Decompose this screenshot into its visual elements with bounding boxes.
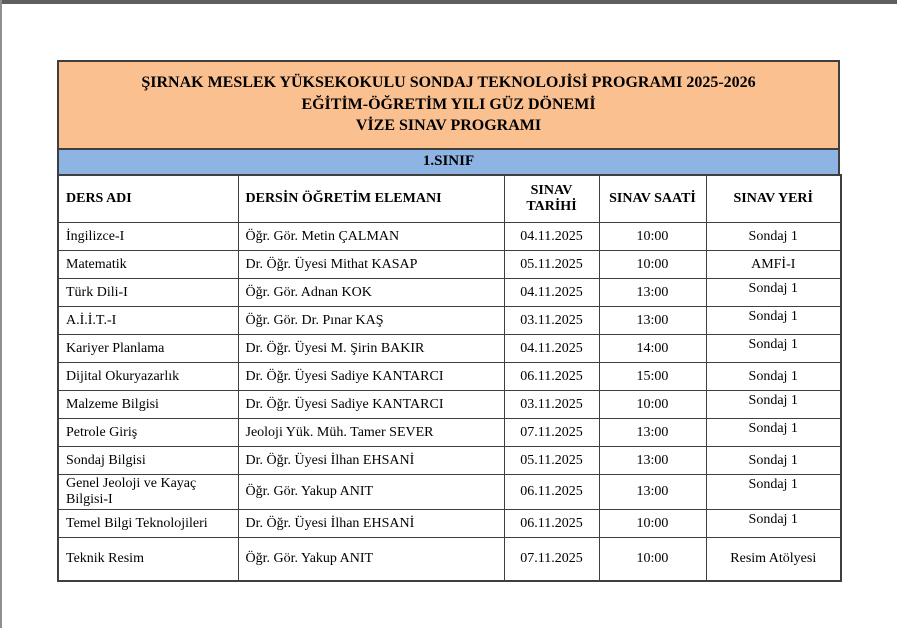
window-top-border <box>0 0 897 4</box>
table-row <box>58 510 841 538</box>
table-row <box>58 391 841 419</box>
cell-instructor: Dr. Öğr. Üyesi Sadiye KANTARCI <box>238 363 504 391</box>
cell-exam-place: Sondaj 1 <box>706 279 841 307</box>
cell-exam-time: 13:00 <box>599 307 706 335</box>
table-row <box>58 251 841 279</box>
col-header-instructor: DERSİN ÖĞRETİM ELEMANI <box>238 175 504 223</box>
class-band: 1.SINIF <box>57 148 840 176</box>
cell-exam-place: Resim Atölyesi <box>706 538 841 581</box>
col-header-exam-date: SINAV TARİHİ <box>504 175 599 223</box>
cell-instructor: Dr. Öğr. Üyesi M. Şirin BAKIR <box>238 335 504 363</box>
cell-exam-time: 13:00 <box>599 419 706 447</box>
col-header-course: DERS ADI <box>58 175 238 223</box>
table-row <box>58 475 841 510</box>
exam-table <box>57 174 842 582</box>
table-row <box>58 279 841 307</box>
cell-instructor: Öğr. Gör. Metin ÇALMAN <box>238 223 504 251</box>
cell-course-name: Matematik <box>58 251 238 279</box>
table-row <box>58 223 841 251</box>
cell-exam-place: Sondaj 1 <box>706 419 841 447</box>
cell-exam-place: Sondaj 1 <box>706 510 841 538</box>
cell-exam-place: Sondaj 1 <box>706 307 841 335</box>
cell-course-name: Türk Dili-I <box>58 279 238 307</box>
cell-exam-date: 03.11.2025 <box>504 307 599 335</box>
cell-instructor: Dr. Öğr. Üyesi Mithat KASAP <box>238 251 504 279</box>
table-row <box>58 335 841 363</box>
cell-exam-time: 10:00 <box>599 510 706 538</box>
cell-exam-date: 07.11.2025 <box>504 538 599 581</box>
cell-exam-time: 10:00 <box>599 391 706 419</box>
table-row <box>58 447 841 475</box>
cell-course-name: Kariyer Planlama <box>58 335 238 363</box>
cell-instructor: Öğr. Gör. Dr. Pınar KAŞ <box>238 307 504 335</box>
cell-exam-place: Sondaj 1 <box>706 363 841 391</box>
header-row <box>58 175 841 223</box>
cell-exam-date: 05.11.2025 <box>504 251 599 279</box>
cell-exam-time: 15:00 <box>599 363 706 391</box>
cell-instructor: Jeoloji Yük. Müh. Tamer SEVER <box>238 419 504 447</box>
cell-exam-date: 06.11.2025 <box>504 363 599 391</box>
cell-exam-date: 07.11.2025 <box>504 419 599 447</box>
cell-exam-time: 13:00 <box>599 475 706 510</box>
cell-exam-place: Sondaj 1 <box>706 475 841 510</box>
cell-course-name: Petrole Giriş <box>58 419 238 447</box>
exam-rows <box>58 223 841 581</box>
col-header-exam-place: SINAV YERİ <box>706 175 841 223</box>
cell-instructor: Öğr. Gör. Adnan KOK <box>238 279 504 307</box>
cell-instructor: Dr. Öğr. Üyesi Sadiye KANTARCI <box>238 391 504 419</box>
table-row <box>58 363 841 391</box>
cell-course-name: Temel Bilgi Teknolojileri <box>58 510 238 538</box>
cell-exam-date: 04.11.2025 <box>504 279 599 307</box>
cell-exam-place: Sondaj 1 <box>706 447 841 475</box>
cell-instructor: Dr. Öğr. Üyesi İlhan EHSANİ <box>238 510 504 538</box>
cell-course-name: Genel Jeoloji ve Kayaç Bilgisi-I <box>58 475 238 510</box>
table-row <box>58 307 841 335</box>
cell-exam-date: 06.11.2025 <box>504 510 599 538</box>
cell-exam-time: 10:00 <box>599 251 706 279</box>
exam-schedule-sheet <box>57 60 840 582</box>
title-line-1: ŞIRNAK MESLEK YÜKSEKOKULU SONDAJ TEKNOLOJİSİ PROGRAMI 2025-2026 <box>141 74 756 91</box>
cell-exam-date: 06.11.2025 <box>504 475 599 510</box>
cell-exam-time: 13:00 <box>599 279 706 307</box>
cell-course-name: Dijital Okuryazarlık <box>58 363 238 391</box>
cell-course-name: Teknik Resim <box>58 538 238 581</box>
cell-exam-time: 10:00 <box>599 223 706 251</box>
cell-instructor: Dr. Öğr. Üyesi İlhan EHSANİ <box>238 447 504 475</box>
program-title <box>57 60 840 150</box>
title-line-3: VİZE SINAV PROGRAMI <box>355 117 542 134</box>
table-row <box>58 419 841 447</box>
cell-course-name: Sondaj Bilgisi <box>58 447 238 475</box>
cell-exam-date: 05.11.2025 <box>504 447 599 475</box>
page-left-border <box>0 0 2 628</box>
col-header-exam-time: SINAV SAATİ <box>599 175 706 223</box>
cell-exam-date: 03.11.2025 <box>504 391 599 419</box>
cell-exam-place: Sondaj 1 <box>706 391 841 419</box>
cell-exam-place: Sondaj 1 <box>706 223 841 251</box>
cell-exam-time: 13:00 <box>599 447 706 475</box>
cell-exam-place: Sondaj 1 <box>706 335 841 363</box>
cell-course-name: A.İ.İ.T.-I <box>58 307 238 335</box>
table-row <box>58 538 841 581</box>
cell-instructor: Öğr. Gör. Yakup ANIT <box>238 538 504 581</box>
cell-exam-time: 10:00 <box>599 538 706 581</box>
cell-instructor: Öğr. Gör. Yakup ANIT <box>238 475 504 510</box>
cell-course-name: İngilizce-I <box>58 223 238 251</box>
cell-course-name: Malzeme Bilgisi <box>58 391 238 419</box>
cell-exam-date: 04.11.2025 <box>504 223 599 251</box>
cell-exam-place: AMFİ-I <box>706 251 841 279</box>
cell-exam-date: 04.11.2025 <box>504 335 599 363</box>
cell-exam-time: 14:00 <box>599 335 706 363</box>
title-line-2: EĞİTİM-ÖĞRETİM YILI GÜZ DÖNEMİ <box>301 95 596 113</box>
